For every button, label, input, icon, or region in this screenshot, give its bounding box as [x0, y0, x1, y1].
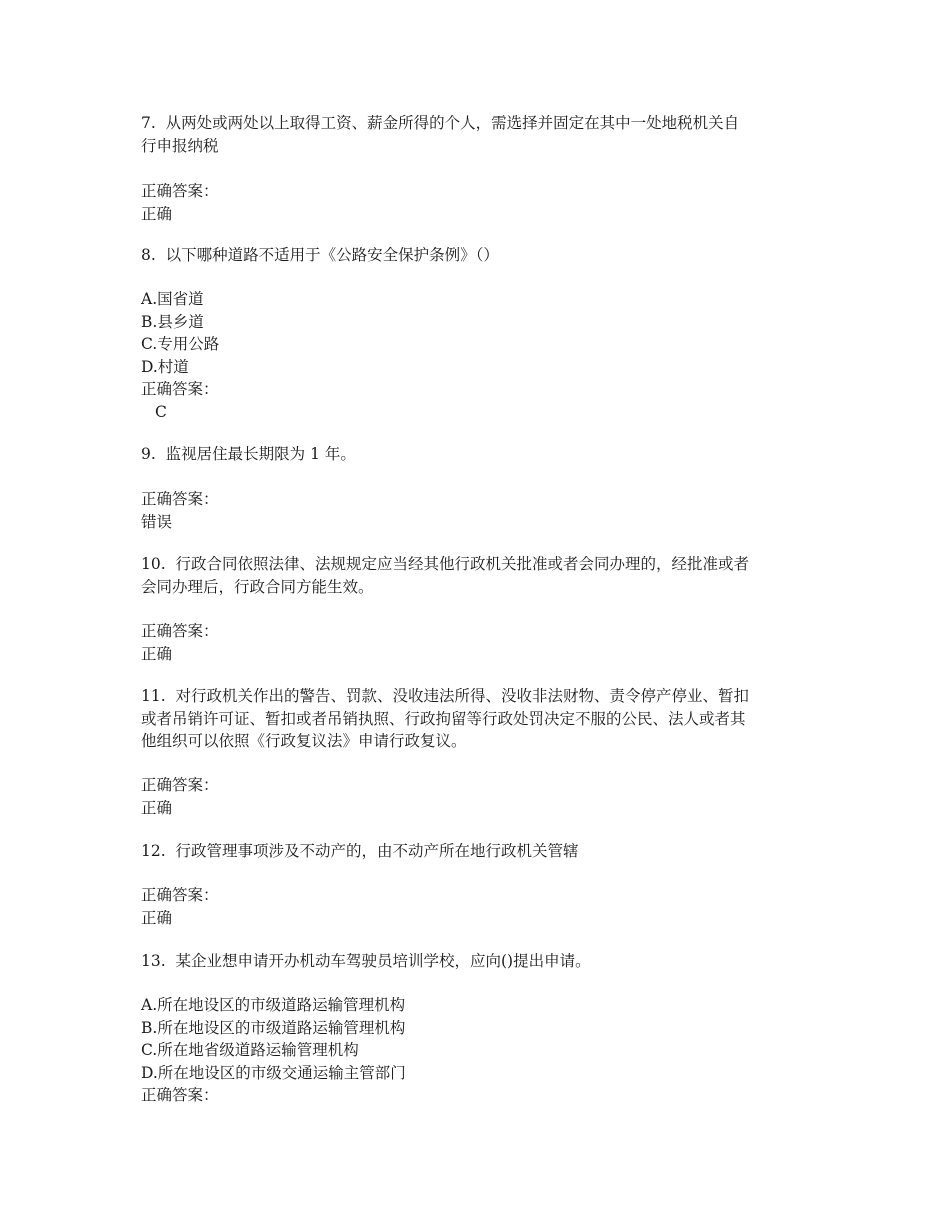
- answer-value: 正确: [141, 908, 173, 927]
- answer-value: 错误: [141, 512, 173, 531]
- question-12: [141, 840, 821, 863]
- answer-block-12: [141, 884, 821, 929]
- question-text: 10. 行政合同依照法律、法规规定应当经其他行政机关批准或者会同办理的，经批准或者: [141, 555, 750, 573]
- question-9: [141, 443, 821, 466]
- question-text: 他组织可以依照《行政复议法》申请行政复议。: [141, 732, 467, 750]
- answer-block-9: [141, 488, 821, 533]
- options-8: [141, 288, 821, 423]
- option-a: A.所在地设区的市级道路运输管理机构: [141, 996, 406, 1014]
- answer-block-7: [141, 180, 821, 225]
- answer-label: 正确答案：: [141, 776, 219, 794]
- options-13: [141, 994, 821, 1107]
- question-8: [141, 244, 821, 267]
- answer-label: 正确答案：: [141, 182, 219, 200]
- question-13: [141, 950, 821, 973]
- option-d: D.村道: [141, 357, 189, 376]
- answer-block-10: [141, 620, 821, 665]
- option-c: C.所在地省级道路运输管理机构: [141, 1041, 359, 1059]
- answer-value: 正确: [141, 798, 173, 817]
- question-11: [141, 685, 821, 753]
- question-text: 11. 对行政机关作出的警告、罚款、没收违法所得、没收非法财物、责令停产停业、暂扣: [141, 687, 750, 705]
- option-b: B.县乡道: [141, 312, 204, 331]
- question-text: 8. 以下哪种道路不适用于《公路安全保护条例》（）: [141, 246, 499, 264]
- option-d: D.所在地设区的市级交通运输主管部门: [141, 1063, 406, 1082]
- question-text: 12. 行政管理事项涉及不动产的，由不动产所在地行政机关管辖: [141, 842, 579, 860]
- question-7: [141, 112, 821, 157]
- answer-label: 正确答案：: [141, 490, 219, 508]
- option-b: B.所在地设区的市级道路运输管理机构: [141, 1018, 406, 1037]
- answer-label: 正确答案：: [141, 380, 219, 398]
- question-text: 7. 从两处或两处以上取得工资、薪金所得的个人，需选择并固定在其中一处地税机关自: [141, 114, 740, 132]
- question-text: 或者吊销许可证、暂扣或者吊销执照、行政拘留等行政处罚决定不服的公民、法人或者其: [141, 709, 746, 728]
- answer-label: 正确答案：: [141, 886, 219, 904]
- option-c: C.专用公路: [141, 335, 220, 353]
- question-text: 会同办理后，行政合同方能生效。: [141, 577, 374, 596]
- question-text: 13. 某企业想申请开办机动车驾驶员培训学校，应向()提出申请。: [141, 952, 591, 970]
- answer-value: C: [155, 402, 167, 421]
- answer-value: 正确: [141, 204, 173, 223]
- question-text: 9. 监视居住最长期限为 1 年。: [141, 445, 356, 463]
- answer-block-11: [141, 774, 821, 819]
- question-10: [141, 553, 821, 598]
- answer-label: 正确答案：: [141, 622, 219, 640]
- question-text: 行申报纳税: [141, 136, 219, 155]
- option-a: A.国省道: [141, 290, 204, 308]
- answer-value: 正确: [141, 644, 173, 663]
- answer-label: 正确答案：: [141, 1086, 219, 1104]
